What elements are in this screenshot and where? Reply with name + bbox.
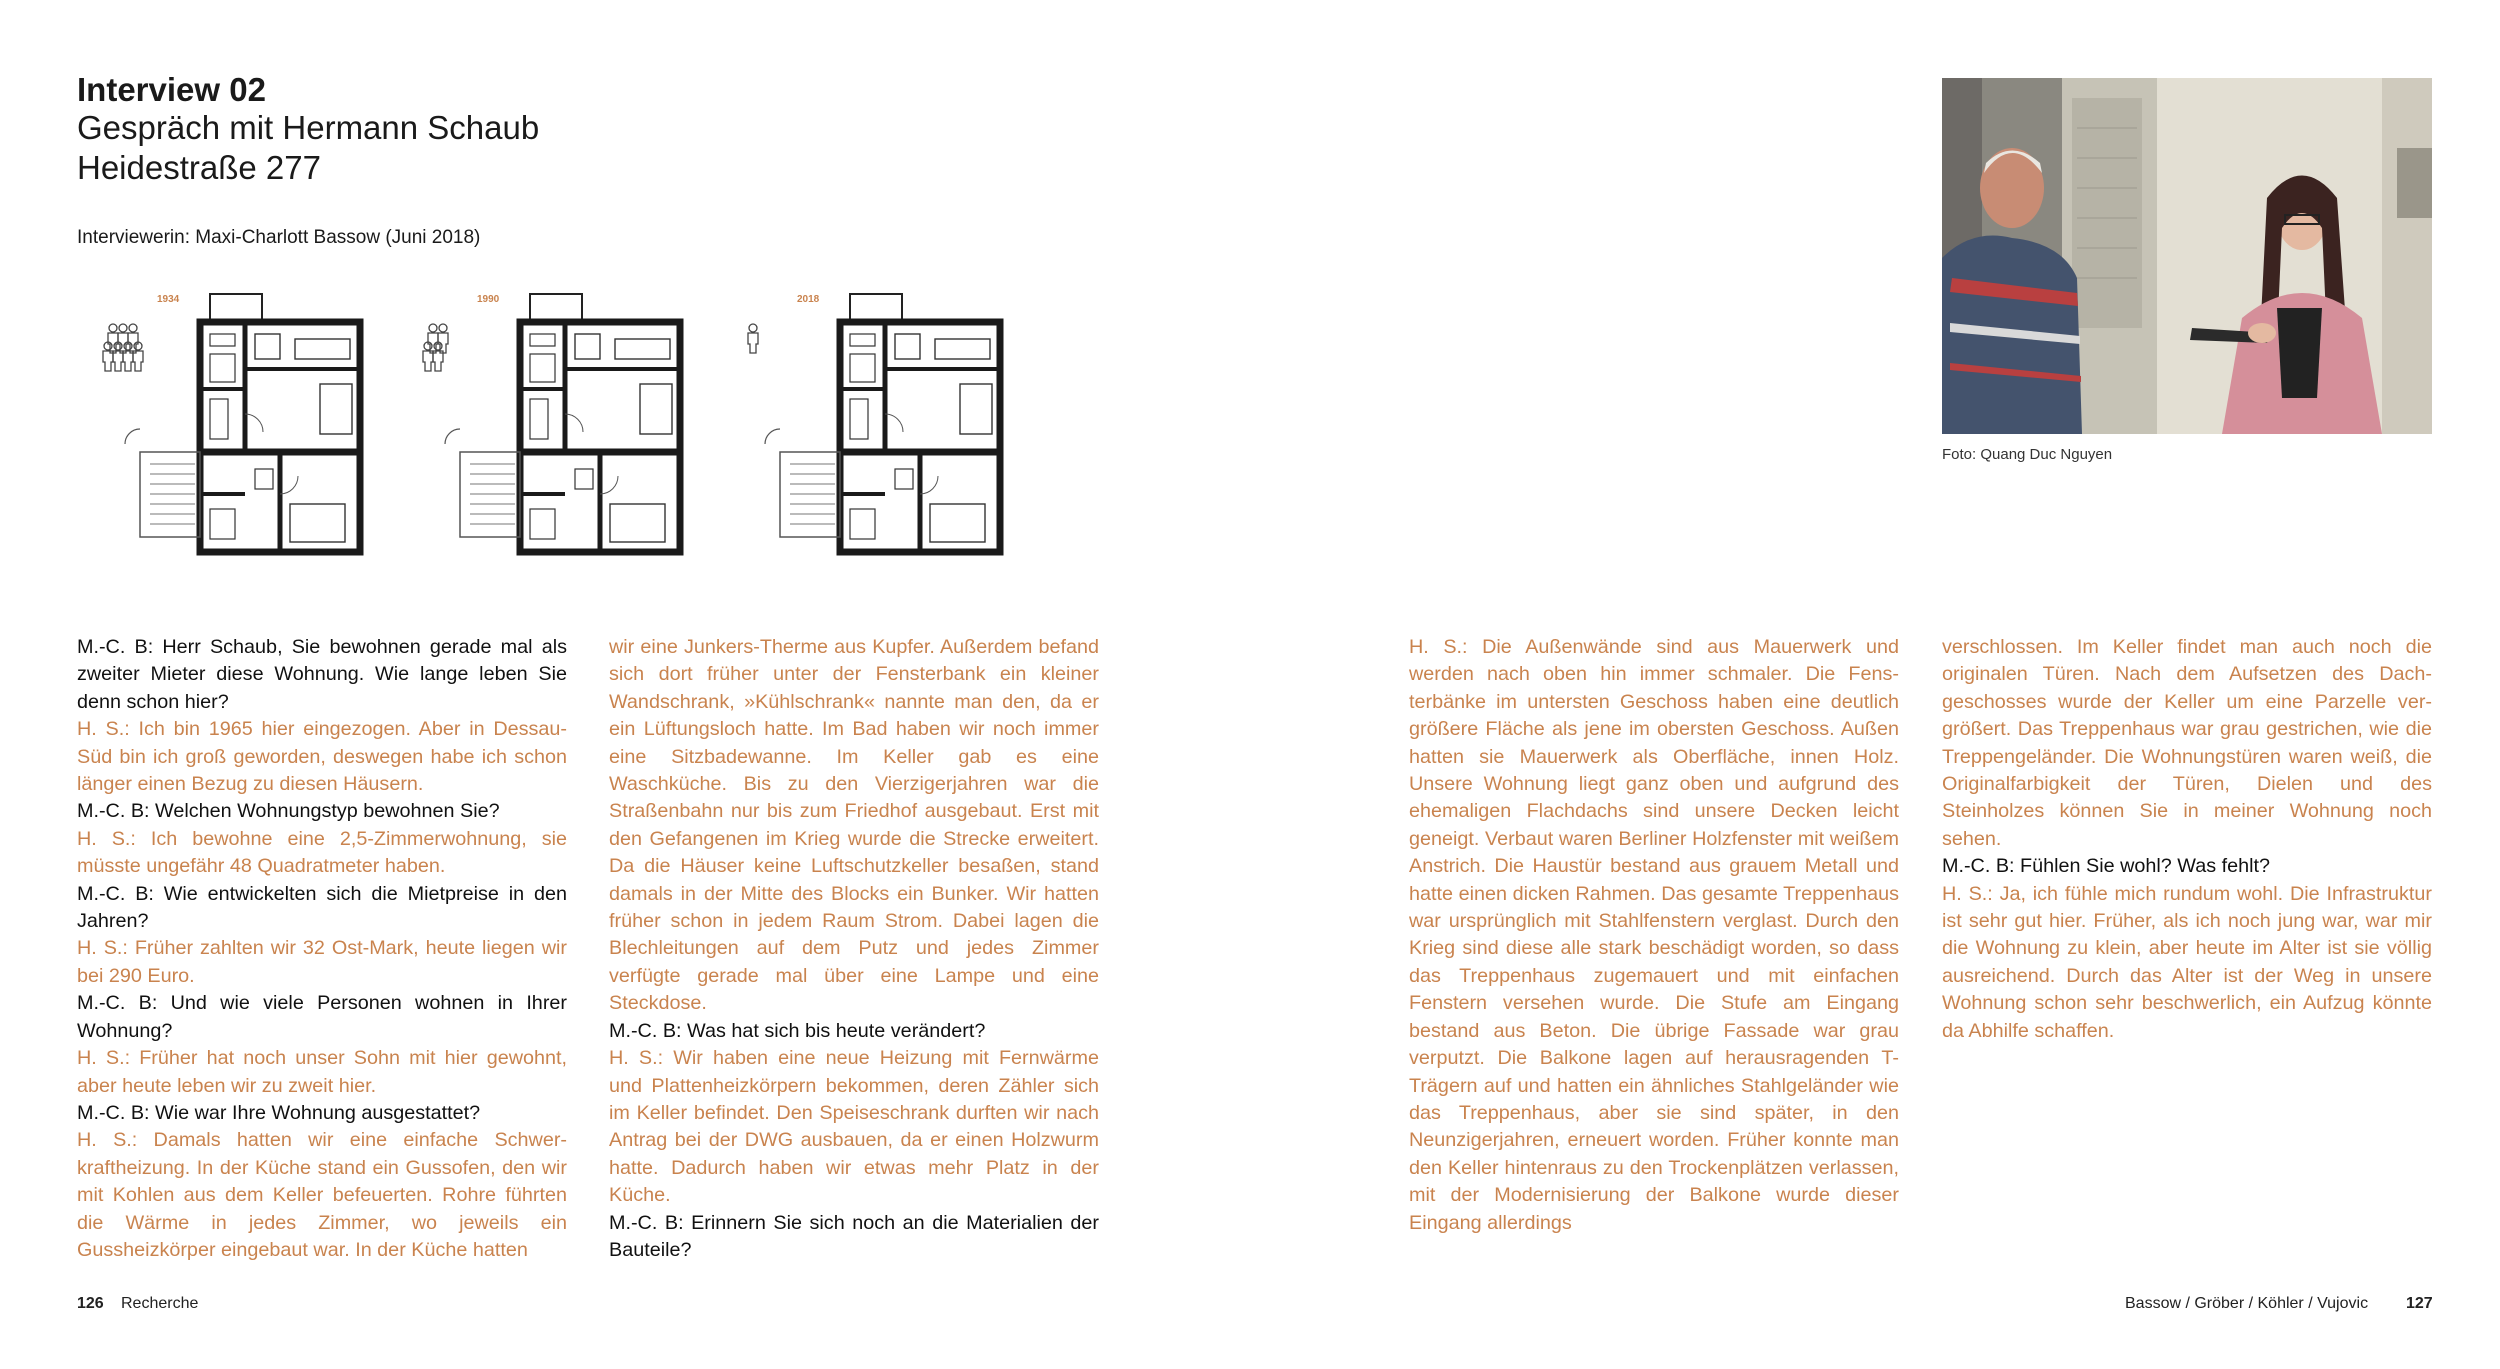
photo-caption: Foto: Quang Duc Nguyen (1942, 446, 2113, 463)
interview-title: Interview 02 (77, 71, 266, 108)
interview-photo (1942, 78, 2432, 434)
question-paragraph: M.-C. B: Herr Schaub, Sie bewohnen gerade mal als zweiter Mieter diese Wohnung. Wie lange leben Sie denn schon hier? (77, 636, 567, 713)
year-label-1990: 1990 (477, 294, 500, 305)
text-column-1 (77, 634, 567, 1264)
interview-address: Heidestraße 277 (77, 149, 321, 186)
page-number-left: 126 (77, 1295, 104, 1312)
question-paragraph: M.-C. B: Wie war Ihre Wohnung ausgestattet? (77, 1101, 481, 1124)
answer-paragraph: verschlossen. Im Keller findet man auch noch die originalen Türen. Nach dem Aufsetzen des Dachgeschosses wurde der Keller um eine Parzelle vergrößert. Das Treppenhaus war grau gestrichen, wie die Treppengeländer. Die Wohnungstüren waren weiß, die Originalfarbigkeit der Türen, Dielen und des Steinholzes können Sie in meiner Wohnung noch sehen. (1942, 636, 2432, 850)
section-label: Recherche (121, 1295, 199, 1312)
answer-paragraph: H. S.: Damals hatten wir eine einfache Schwerkraftheizung. In der Küche stand ein Gussofen, den wir mit Kohlen aus dem Keller befeuerten. Rohre führten die Wärme in jedes Zimmer, wo jeweils ein Gussheizkörper eingebaut war. In der Küche hatten (77, 1129, 567, 1261)
year-label-2018: 2018 (797, 294, 820, 305)
question-paragraph: M.-C. B: Erinnern Sie sich noch an die Materialien der Bauteile? (609, 1211, 1099, 1261)
people-icon-single (748, 324, 758, 353)
answer-paragraph: H. S.: Wir haben eine neue Heizung mit Fernwärme und Plattenheizkörpern bekommen, deren Zähler sich im Keller befindet. Den Speiseschrank durften wir nach Antrag bei der DWG ausbauen, da er einen Holzwurm hatte. Dadurch haben wir etwas mehr Platz in der Küche. (609, 1047, 1099, 1207)
page-number-right: 127 (2406, 1295, 2433, 1312)
text-column-4 (1942, 634, 2432, 1045)
interviewer-line: Interviewerin: Maxi-Charlott Bassow (Juni 2018) (77, 227, 481, 248)
question-paragraph: M.-C. B: Fühlen Sie wohl? Was fehlt? (1942, 855, 2270, 878)
answer-paragraph: H. S.: Früher zahlten wir 32 Ost-Mark, heute liegen wir bei 290 Euro. (77, 937, 567, 987)
people-icon-couple-child (423, 324, 448, 371)
floor-plan-1990 (423, 294, 680, 552)
answer-paragraph: H. S.: Ich bin 1965 hier eingezogen. Aber in Dessau-Süd bin ich groß geworden, deswegen habe ich schon länger einen Bezug zu diesen Häusern. (77, 718, 567, 796)
people-icon-family (103, 324, 143, 371)
year-label-1934: 1934 (157, 294, 180, 305)
floor-plans (95, 288, 1030, 558)
question-paragraph: M.-C. B: Wie entwickelten sich die Mietpreise in den Jahren? (77, 882, 567, 933)
answer-paragraph: H. S.: Die Außenwände sind aus Mauerwerk und werden nach oben hin immer schmaler. Die Fensterbänke im untersten Geschoss haben eine deutlich größere Fläche als jene im obersten Geschoss. Außen hatten sie Mauerwerk als Oberfläche, innen Holz. Unsere Wohnung liegt ganz oben und aufgrund des ehemaligen Flachdachs sind unsere Decken leicht geneigt. Verbaut waren Berliner Holzfenster mit weißem Anstrich. Die Haustür bestand aus grauem Metall und hatte einen dicken Rahmen. Das gesamte Treppenhaus war ursprünglich mit Stahlfenstern verglast. Durch den Krieg sind diese alle stark beschädigt worden, so dass das Treppenhaus zugemauert und mit einfachen Fenstern versehen wurde. Die Stufe am Eingang bestand aus Beton. Die übrige Fassade war grau verputzt. Die Balkone lagen auf herausragenden T-Trägern auf und hatten ein ähnliches Stahlgeländer wie das Treppenhaus, aber sie sind später, in den Neunzigerjahren, erneuert worden. Früher konnte man den Keller hintenraus zu den Trockenplätzen verlassen, mit der Modernisierung der Balkone wurde dieser Eingang allerdings (1409, 636, 1899, 1234)
answer-paragraph: H. S.: Ja, ich fühle mich rundum wohl. Die Infrastruktur ist sehr gut hier. Früher, als ich noch jung war, war mir die Wohnung zu klein, aber heute im Alter ist sie völlig ausreichend. Durch das Alter ist der Weg in unsere Wohnung schon sehr beschwerlich, ein Aufzug könnte da Abhilfe schaffen. (1942, 882, 2432, 1042)
question-paragraph: M.-C. B: Welchen Wohnungstyp bewohnen Sie? (77, 800, 500, 823)
floor-plan-1934 (103, 294, 360, 552)
interview-subtitle: Gespräch mit Hermann Schaub (77, 109, 540, 146)
answer-paragraph: wir eine Junkers-Therme aus Kupfer. Außerdem befand sich dort früher unter der Fensterbank ein kleiner Wandschrank, »Kühlschrank« nannte man den, da er ein Lüftungsloch hatte. Im Bad haben wir noch immer eine Sitzbadewanne. Im Keller gab es eine Waschküche. Bis zu den Vierzigerjahren war die Straßenbahn nur bis zum Friedhof ausgebaut. Erst mit den Gefangenen im Krieg wurde die Strecke erweitert. Da die Häuser keine Luftschutzkeller besaßen, stand damals in der Mitte des Blocks ein Bunker. Wir hatten früher schon in jedem Raum Strom. Dabei lagen die Blechleitungen auf dem Putz und jedes Zimmer verfügte gerade mal über eine Lampe und eine Steckdose. (609, 636, 1099, 1015)
floor-plan-2018 (748, 294, 1000, 552)
question-paragraph: M.-C. B: Und wie viele Personen wohnen in Ihrer Wohnung? (77, 992, 567, 1042)
answer-paragraph: H. S.: Früher hat noch unser Sohn mit hier gewohnt, aber heute leben wir zu zweit hier. (77, 1047, 567, 1097)
authors-line: Bassow / Gröber / Köhler / Vujovic (2125, 1295, 2369, 1312)
text-column-3 (1409, 634, 1899, 1237)
question-paragraph: M.-C. B: Was hat sich bis heute verändert? (609, 1019, 986, 1042)
answer-paragraph: H. S.: Ich bewohne eine 2,5-Zimmerwohnung, sie müsste ungefähr 48 Quadratmeter haben. (77, 827, 567, 878)
text-column-2 (609, 634, 1099, 1264)
